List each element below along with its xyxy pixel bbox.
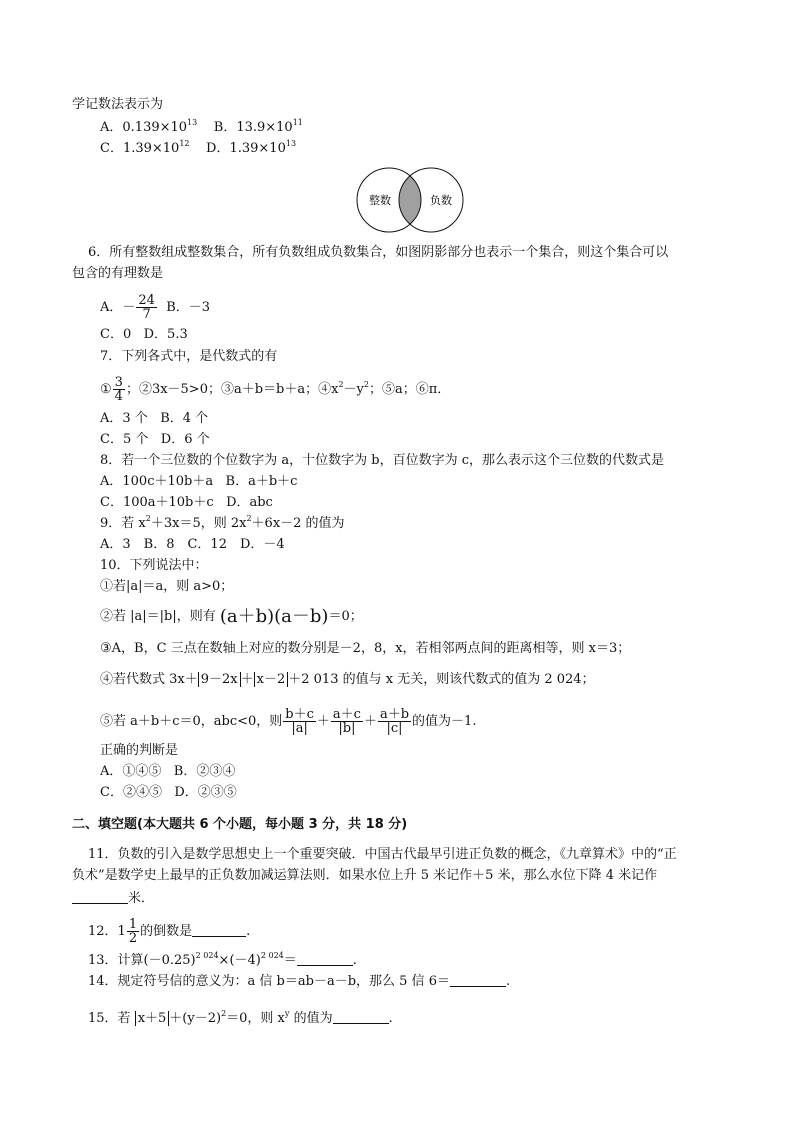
q10-option-d: D．②③⑤ [174,785,237,800]
q10-options-cd [100,784,237,802]
q15: 15．若 $x+5 +(y-2)^2=0$，则 $x^y$ 的值为 . [88,1009,393,1026]
venn-right-label: 负数 [430,194,452,207]
q7-items: ① $\frac{3}{4}$ ；②3x－5>0；③a＋b＝b＋a；$④x^2-y^2$；⑤a；⑥π． [100,375,451,404]
q8-option-a: A．100c＋10b＋a [100,474,214,489]
q8-stem: 8．若一个三位数的个位数字为 a，十位数字为 b，百位数字为 c，那么表示这个三位数的代数式是 [100,453,665,468]
q11-answer-blank[interactable] [72,891,128,904]
q8-options-cd [100,494,273,512]
q5-option-d-exp: 13 [285,139,297,148]
q10-options-ab [100,763,235,781]
q6-option-a-fraction: $\frac{24}{7}$ [138,293,155,322]
q5-option-c-exp: 12 [179,139,190,148]
q10-fraction-1: $\frac{b+c}{|a|}$ [285,707,314,736]
q5-options-ab [100,119,303,137]
q6-options-ab [100,294,210,321]
q10-fraction-3: $\frac{a+b}{|c|}$ [379,707,410,736]
q10-statement-3: ③A，B，C 三点在数轴上对应的数分别是－2，8，x，若相邻两点间的距离相等，则 x＝3； [100,641,631,656]
q8-option-d: D．abc [226,495,273,510]
q6-option-d: D．5.3 [143,327,188,342]
q10-statement-1: ①若|a|＝a，则 a>0； [100,579,234,594]
q15-answer-blank[interactable] [333,1011,389,1024]
q7-stem: 7．下列各式中，是代数式的有 [100,349,278,364]
q6-option-c: C．0 [100,327,132,342]
q5-option-a-exp: 13 [187,118,198,127]
q7-options-ab [100,410,208,428]
q6-stem-line2: 包含的有理数是 [72,266,164,281]
q10-statement-2: ②若 |a|＝|b|，则有 (a＋b)(a－b)＝0； [100,606,363,627]
q5-options-cd [100,140,296,158]
q9-options: A．3 B．8 C．12 D．－4 [100,537,285,552]
q13-answer-blank[interactable] [297,953,353,966]
q7-options-cd [100,431,210,449]
q12: 12．1 $\frac{1}{2}$ 的倒数是 . [88,917,251,946]
q5-option-b: B．13.9×10 [213,120,293,135]
q5-stem-tail: 学记数法表示为 [72,97,164,112]
q5-option-c: C．1.39×10 [100,141,180,156]
q10-statement-5: ⑤若 a＋b＋c＝0，abc<0，则 $\frac{b+c}{|a|}$ ＋ $\frac{a+c}{|b|}$ ＋ $\frac{a+b}{|c|}$ 的值为－1. [100,707,477,736]
q6-options-cd [100,326,188,344]
q6-option-a: A．－ [100,300,136,315]
q6-option-b: B．－3 [166,300,211,315]
q12-fraction: $\frac{1}{2}$ [128,917,138,946]
q7-item1-fraction: $\frac{3}{4}$ [114,375,123,404]
q7-option-b: B．4 个 [160,411,209,426]
q14: 14．规定符号信的意义为：a 信 b＝ab－a－b，那么 5 信 6＝ . [88,974,511,989]
section-2-title: 二、填空题(本大题共 6 个小题，每小题 3 分，共 18 分) [72,817,408,832]
q10-option-c: C．②④⑤ [100,785,162,800]
q10-stem: 10．下列说法中： [100,558,208,573]
q7-option-c: C．5 个 [100,432,149,447]
q14-answer-blank[interactable] [450,974,506,987]
q11-line1: 11．负数的引入是数学思想史上一个重要突破．中国古代最早引进正负数的概念，《九章算术》中的“正 [88,847,677,862]
q10-option-a: A．①④⑤ [100,764,162,779]
q10-statement-4: ④若代数式 3x＋ 9－2x ＋ x－2 ＋2 013 的值与 x 无关，则该代数式的值为 2 024； [100,672,595,687]
q8-option-c: C．100a＋10b＋c [100,495,214,510]
q8-options-ab [100,473,297,491]
q13: 13．计算$(-0.25)^{2 024}\times(-4)^{2 024}=$ . [88,951,357,968]
q12-answer-blank[interactable] [192,924,246,937]
q11-line2: 负术”是数学史上最早的正负数加减运算法则．如果水位上升 5 米记作＋5 米，那么水位下降 4 米记作 [72,868,658,883]
q5-option-a: A．0.139×10 [100,120,188,135]
q11-line3: 米． [72,890,154,908]
q5-option-b-exp: 11 [292,118,303,127]
q9-stem: 9．若 $x^2+3x=5$，则 $2x^2+6x-2$ 的值为 [100,514,345,531]
q10-option-b: B．②③④ [173,764,236,779]
q7-option-d: D．6 个 [160,432,210,447]
venn-left-label: 整数 [369,194,391,207]
q10-fraction-2: $\frac{a+c}{|b|}$ [332,707,361,736]
q7-option-a: A．3 个 [100,411,148,426]
q8-option-b: B．a＋b＋c [225,474,298,489]
q6-stem-line1: 6．所有整数组成整数集合，所有负数组成负数集合，如图阴影部分也表示一个集合，则这个集合可以 [88,245,669,260]
q10-judge: 正确的判断是 [100,743,179,758]
q5-option-d: D．1.39×10 [206,141,286,156]
venn-diagram [355,166,465,234]
